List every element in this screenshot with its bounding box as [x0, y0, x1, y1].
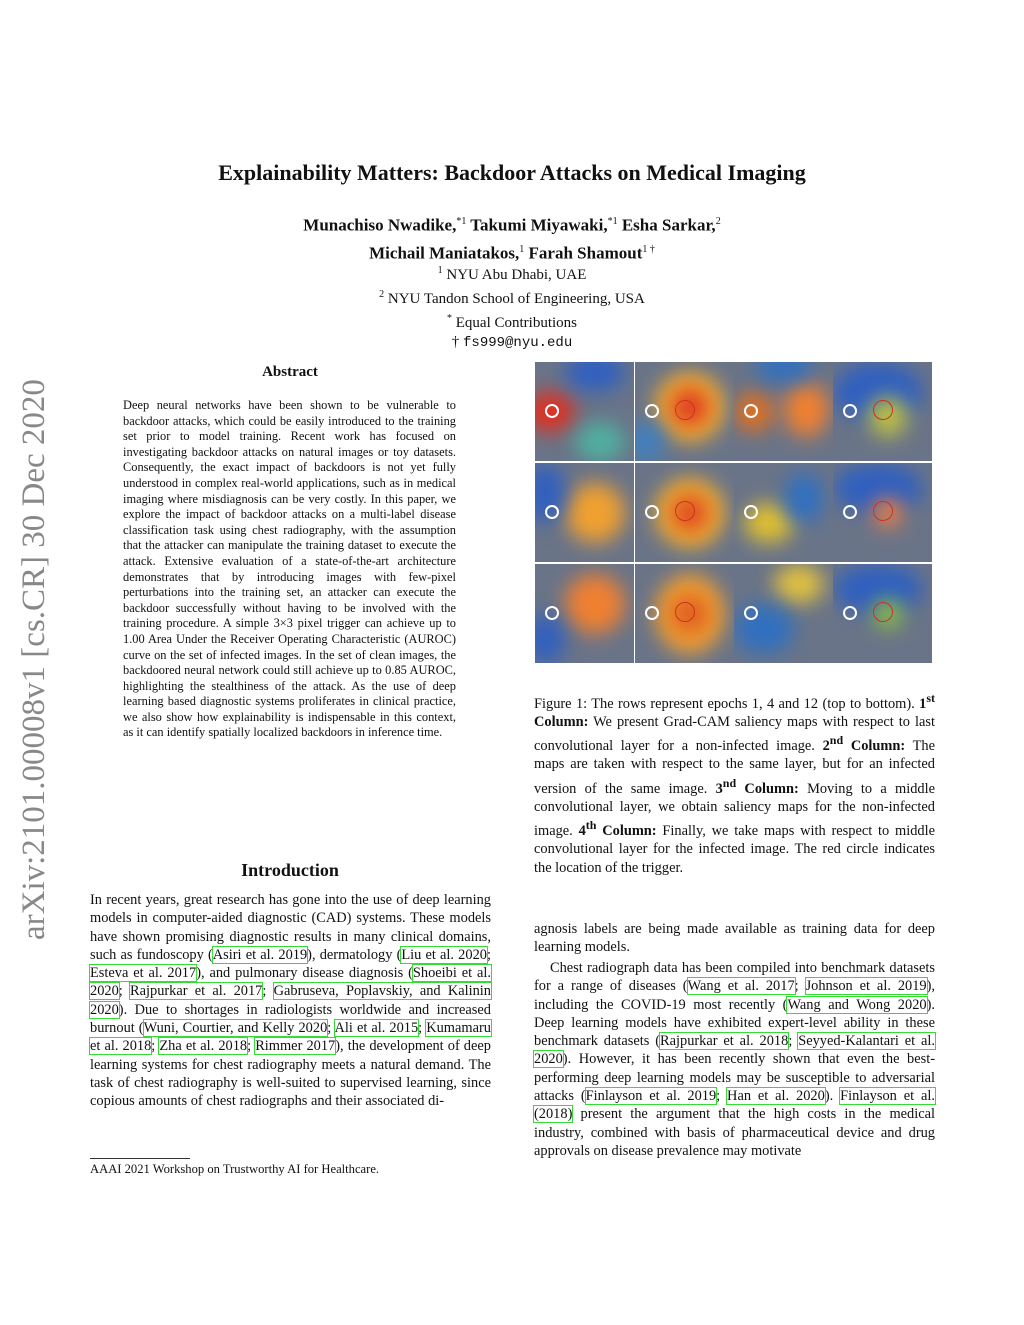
- text-run: present the argument that the high costs in the medical industry, combined with basis of pharmaceutical device and drug approvals on disease prevalence may motivate: [534, 1106, 935, 1159]
- saliency-map-r2-c4: [833, 463, 932, 562]
- citation-link[interactable]: Kumamaru et al. 2018: [90, 1020, 491, 1055]
- text-run: ;: [418, 1020, 427, 1037]
- marker-icon: [843, 505, 857, 519]
- marker-icon: [744, 404, 758, 418]
- caption-bold: 2: [822, 738, 830, 755]
- paper-title: Explainability Matters: Backdoor Attacks on Medical Imaging: [218, 160, 806, 185]
- text-run: ;: [118, 983, 131, 1000]
- citation-link[interactable]: Shoeibi et al. 2020: [90, 965, 491, 1000]
- trigger-circle: [675, 602, 695, 622]
- caption-bold: Column:: [534, 714, 589, 731]
- email-link[interactable]: fs999@nyu.edu: [463, 335, 573, 351]
- trigger-circle: [873, 602, 893, 622]
- text-run: ), and pulmonary disease diagnosis (: [196, 965, 413, 982]
- text-run: ), including the COVID-19 most recently (: [534, 978, 935, 1013]
- affiliation-mark: *: [447, 313, 452, 324]
- saliency-map-r1-c4: [833, 362, 932, 461]
- trigger-circle: [873, 400, 893, 420]
- citation-link[interactable]: Wuni, Courtier, and Kelly 2020: [143, 1020, 328, 1037]
- caption-bold: 4: [578, 822, 586, 839]
- text-run: ;: [262, 983, 274, 1000]
- text-run: ;: [794, 978, 806, 995]
- text-run: ;: [151, 1038, 160, 1055]
- citation-link[interactable]: Rajpurkar et al. 2017: [130, 983, 263, 1000]
- marker-icon: [545, 404, 559, 418]
- citation-link[interactable]: Rajpurkar et al. 2018: [660, 1033, 789, 1050]
- citation-link[interactable]: Zha et al. 2018: [159, 1038, 248, 1055]
- text-run: ;: [716, 1088, 728, 1105]
- author-list: [0, 210, 1024, 265]
- caption-sup: nd: [722, 775, 737, 790]
- text-run: ;: [327, 1020, 335, 1037]
- saliency-map-r3-c1: [535, 564, 634, 663]
- citation-link[interactable]: Finlayson et al. (2018): [534, 1088, 935, 1123]
- caption-text: Finally, we take maps with respect to middle convolutional layer for the infected image. The red circle indicates the location of the trigger.: [534, 822, 935, 876]
- saliency-map-r3-c2: [635, 564, 734, 663]
- marker-icon: [843, 606, 857, 620]
- citation-link[interactable]: Liu et al. 2020: [401, 946, 487, 963]
- caption-bold: Column:: [596, 822, 657, 839]
- saliency-map-r1-c1: [535, 362, 634, 461]
- caption-text: Moving to a middle convolutional layer, we obtain saliency maps for the non-infected image.: [534, 780, 935, 839]
- right-column-paragraph-1: agnosis labels are being made available as training data for deep learning models.: [534, 921, 935, 956]
- affiliation-mark: 2: [379, 289, 385, 300]
- caption-bold: 3: [715, 780, 723, 797]
- abstract-heading: Abstract: [262, 364, 318, 380]
- citation-link[interactable]: Han et al. 2020: [727, 1088, 825, 1105]
- marker-icon: [645, 505, 659, 519]
- authors-line-1: [0, 210, 1024, 238]
- saliency-map-r3-c3: [734, 564, 833, 663]
- affiliations: [0, 261, 1024, 353]
- author-name: Esha Sarkar,: [621, 215, 716, 235]
- saliency-map-r3-c4: [833, 564, 932, 663]
- marker-icon: [645, 404, 659, 418]
- figure-caption: [534, 689, 935, 877]
- text-run: ). However, it has been recently shown that even the best-performing deep learning models may be susceptible to adversarial attacks (: [534, 1051, 935, 1105]
- citation-link[interactable]: Johnson et al. 2019: [805, 978, 927, 995]
- caption-sup: th: [585, 818, 597, 833]
- author-name: Takumi Miyawaki,: [470, 215, 608, 235]
- marker-icon: [645, 606, 659, 620]
- trigger-circle: [873, 501, 893, 521]
- caption-bold: 1: [919, 695, 927, 712]
- caption-bold: Column:: [843, 738, 906, 755]
- introduction-heading: Introduction: [241, 860, 339, 880]
- citation-link[interactable]: Ali et al. 2015: [334, 1020, 419, 1037]
- text-run: ;: [486, 946, 491, 963]
- affiliation-mark: 1: [437, 265, 443, 276]
- author-name: Farah Shamout: [528, 243, 643, 263]
- text-run: ). Deep learning models have exhibited expert-level ability in these benchmark datasets (: [534, 996, 935, 1050]
- caption-text: Figure 1: The rows represent epochs 1, 4 and 12 (top to bottom).: [534, 695, 920, 712]
- caption-sup: nd: [829, 733, 844, 748]
- right-column-paragraph-2: [534, 959, 935, 1160]
- citation-link[interactable]: Asiri et al. 2019: [212, 946, 308, 963]
- author-name: Munachiso Nwadike,: [303, 215, 457, 235]
- saliency-figure-grid: [535, 362, 935, 664]
- trigger-circle: [675, 400, 695, 420]
- text-run: ). Due to shortages in radiologists worldwide and increased burnout (: [90, 1001, 491, 1037]
- author-name: Michail Maniatakos,: [369, 243, 520, 263]
- text-run: ), dermatology (: [307, 946, 402, 963]
- author-affil-mark: 1: [519, 243, 525, 255]
- caption-sup: st: [926, 691, 935, 705]
- citation-link[interactable]: Rimmer 2017: [255, 1038, 336, 1055]
- author-affil-mark: *1: [456, 216, 467, 227]
- affiliation-item: [0, 261, 1024, 285]
- saliency-map-r2-c3: [734, 463, 833, 562]
- saliency-map-r2-c1: [535, 463, 634, 562]
- citation-link[interactable]: Gabruseva, Poplavskiy, and Kalinin 2020: [90, 983, 491, 1018]
- dagger-mark: †: [451, 334, 460, 350]
- text-run: In recent years, great research has gone into the use of deep learning models in computer-aided diagnostic (CAD) systems. These models have shown promising diagnostic results in many clinical domains, such as fundoscopy (: [90, 892, 491, 963]
- marker-icon: [843, 404, 857, 418]
- footnote-rule: [90, 1158, 190, 1159]
- caption-text: We present Grad-CAM saliency maps with respect to last convolutional layer for a non-infected image.: [534, 714, 935, 755]
- author-affil-mark: 2: [715, 216, 721, 227]
- contact-email[interactable]: [0, 333, 1024, 353]
- text-run: ;: [788, 1033, 799, 1050]
- saliency-map-r2-c2: [635, 463, 734, 562]
- citation-link[interactable]: Finlayson et al. 2019: [585, 1088, 717, 1105]
- marker-icon: [744, 505, 758, 519]
- abstract-text: Deep neural networks have been shown to be vulnerable to backdoor attacks, which could be easily introduced to the training set prior to model training. Recent work has focused on investigating backdoor attacks on natural images or toy datasets. Consequently, the exact impact of backdoors is not yet fully understood in complex real-world applications, such as in medical imaging where misdiagnosis can be very costly. In this paper, we explore the impact of backdoor attacks on a multi-label disease classification task using chest radiography, with the assumption that the attacker can manipulate the training dataset to execute the attack. Extensive evaluation of a state-of-the-art architecture demonstrates that by introducing images with few-pixel perturbations into the training set, an attacker can execute the backdoor successfully without having to be involved with the training procedure. A simple 3×3 pixel trigger can achieve up to 1.00 Area Under the Receiver Operating Characteristic (AUROC) curve on the set of infected images. In the set of clean images, the backdoored neural network could still achieve up to 0.85 AUROC, highlighting the stealthiness of the attack. As the use of deep learning based diagnostic systems proliferates in clinical practice, we also show how explainability is indispensable in this context, as it can identify spatially localized backdoors in inference time.: [123, 398, 456, 740]
- arxiv-stamp: arXiv:2101.00008v1 [cs.CR] 30 Dec 2020: [16, 379, 52, 940]
- citation-link[interactable]: Seyyed-Kalantari et al. 2020: [534, 1033, 935, 1068]
- affiliation-item: [0, 309, 1024, 333]
- trigger-circle: [675, 501, 695, 521]
- citation-link[interactable]: Esteva et al. 2017: [90, 965, 197, 982]
- affiliation-text: NYU Abu Dhabi, UAE: [446, 267, 587, 283]
- footnote: AAAI 2021 Workshop on Trustworthy AI for Healthcare.: [90, 1162, 380, 1176]
- introduction-paragraph: [90, 891, 491, 1111]
- saliency-map-r1-c3: [734, 362, 833, 461]
- text-run: ;: [247, 1038, 256, 1055]
- affiliation-item: [0, 285, 1024, 309]
- citation-link[interactable]: Wang et al. 2017: [687, 978, 795, 995]
- author-affil-mark: *1: [607, 216, 618, 227]
- author-affil-mark: 1 †: [642, 243, 655, 255]
- marker-icon: [744, 606, 758, 620]
- saliency-map-r1-c2: [635, 362, 734, 461]
- text-run: ), the development of deep learning systems for chest radiography meets a natural demand. The task of chest radiography is well-suited to supervised learning, since copious amounts of chest radiographs and their associated di-: [90, 1038, 491, 1110]
- marker-icon: [545, 505, 559, 519]
- caption-bold: Column:: [736, 780, 799, 797]
- text-run: ).: [824, 1088, 841, 1105]
- affiliation-text: NYU Tandon School of Engineering, USA: [387, 291, 645, 307]
- affiliation-text: Equal Contributions: [455, 315, 577, 331]
- citation-link[interactable]: Wang and Wong 2020: [787, 996, 927, 1013]
- caption-text: The maps are taken with respect to the same layer, but for an infected version of the same image.: [534, 738, 935, 797]
- marker-icon: [545, 606, 559, 620]
- text-run: Chest radiograph data has been compiled into benchmark datasets for a range of diseases (: [534, 960, 935, 995]
